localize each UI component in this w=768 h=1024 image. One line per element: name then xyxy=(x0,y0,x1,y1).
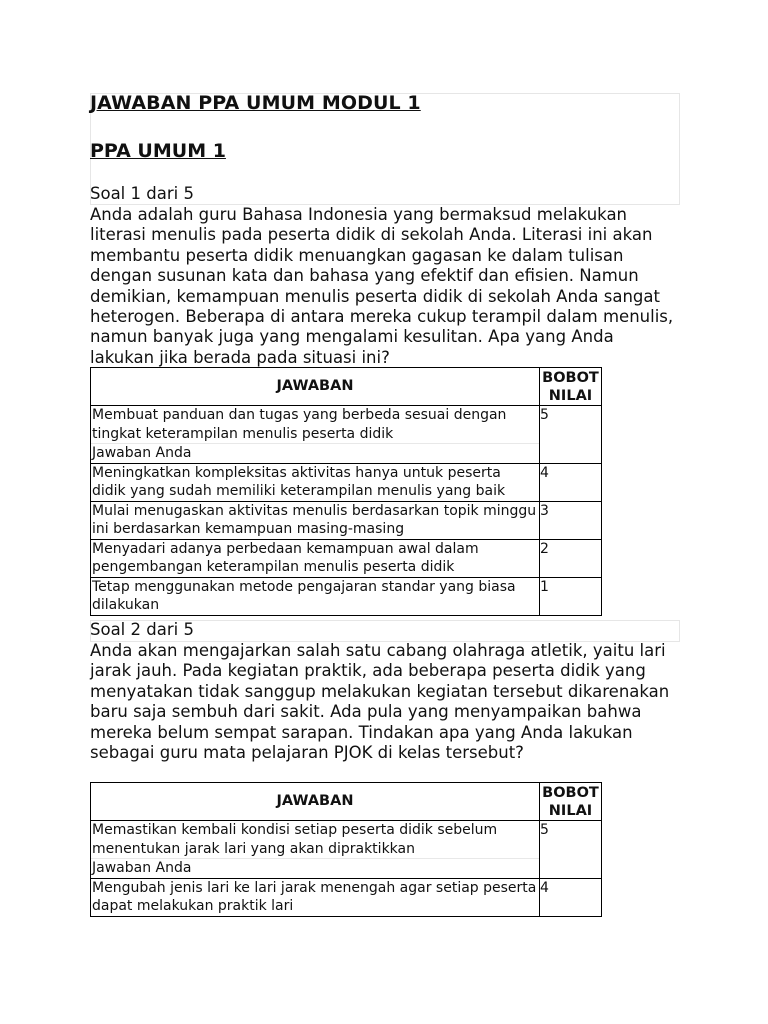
your-answer-note: Jawaban Anda xyxy=(91,858,539,878)
table-row xyxy=(91,406,602,464)
answer-option-text: Mulai menugaskan aktivitas menulis berdasarkan topik minggu ini berdasarkan kemampuan masing-masing xyxy=(92,502,537,537)
header-score: BOBOT NILAI xyxy=(540,368,602,406)
header-answer: JAWABAN xyxy=(91,783,540,821)
score-cell: 4 xyxy=(540,463,602,501)
answer-table-1 xyxy=(90,367,602,616)
answer-option-text: Memastikan kembali kondisi setiap peserta didik sebelum menentukan jarak lari yang akan dipraktikkan xyxy=(92,822,498,857)
answer-option-text: Membuat panduan dan tugas yang berbeda sesuai dengan tingkat keterampilan menulis peserta didik xyxy=(92,407,507,442)
header-answer: JAWABAN xyxy=(91,368,540,406)
answer-table-2 xyxy=(90,782,602,917)
answer-cell xyxy=(91,501,540,539)
your-answer-note: Jawaban Anda xyxy=(91,443,539,463)
answer-option-text: Mengubah jenis lari ke lari jarak menengah agar setiap peserta dapat melakukan praktik lari xyxy=(92,879,537,914)
question-1-label: Soal 1 dari 5 xyxy=(90,184,194,203)
answer-option-text: Tetap menggunakan metode pengajaran standar yang biasa dilakukan xyxy=(92,578,516,613)
table-header-row xyxy=(91,783,602,821)
table-row xyxy=(91,501,602,539)
answer-cell xyxy=(91,821,540,879)
score-cell: 5 xyxy=(540,821,602,879)
score-cell: 1 xyxy=(540,577,602,615)
table-row xyxy=(91,463,602,501)
question-2-text: Anda akan mengajarkan salah satu cabang olahraga atletik, yaitu lari jarak jauh. Pada kegiatan praktik, ada beberapa peserta didik yang menyatakan tidak sanggup melakukan kegiatan tersebut dikarenakan baru saja sembuh dari sakit. Ada pula yang menyampaikan bahwa mereka belum sempat sarapan. Tindakan apa yang Anda lakukan sebagai guru mata pelajaran PJOK di kelas tersebut? xyxy=(90,641,670,763)
table-row xyxy=(91,821,602,879)
header-score: BOBOT NILAI xyxy=(540,783,602,821)
score-cell: 5 xyxy=(540,406,602,464)
answer-cell xyxy=(91,539,540,577)
table-row xyxy=(91,577,602,615)
document-title: JAWABAN PPA UMUM MODUL 1 xyxy=(90,92,421,114)
answer-option-text: Meningkatkan kompleksitas aktivitas hanya untuk peserta didik yang sudah memiliki keterampilan menulis yang baik xyxy=(92,464,506,499)
answer-cell xyxy=(91,577,540,615)
answer-cell xyxy=(91,406,540,464)
score-cell: 3 xyxy=(540,501,602,539)
answer-cell xyxy=(91,878,540,916)
question-1-text: Anda adalah guru Bahasa Indonesia yang bermaksud melakukan literasi menulis pada peserta didik di sekolah Anda. Literasi ini akan membantu peserta didik menuangkan gagasan ke dalam tulisan dengan susunan kata dan bahasa yang efektif dan efisien. Namun demikian, kemampuan menulis peserta didik di sekolah Anda sangat heterogen. Beberapa di antara mereka cukup terampil dalam menulis, namun banyak juga yang mengalami kesulitan. Apa yang Anda lakukan jika berada pada situasi ini? xyxy=(90,205,674,367)
answer-cell xyxy=(91,463,540,501)
table-row xyxy=(91,878,602,916)
answer-option-text: Menyadari adanya perbedaan kemampuan awal dalam pengembangan keterampilan menulis peserta didik xyxy=(92,540,479,575)
score-cell: 4 xyxy=(540,878,602,916)
score-cell: 2 xyxy=(540,539,602,577)
document-subtitle: PPA UMUM 1 xyxy=(90,140,226,162)
table-row xyxy=(91,539,602,577)
table-header-row xyxy=(91,368,602,406)
question-2-label: Soal 2 dari 5 xyxy=(90,620,194,639)
